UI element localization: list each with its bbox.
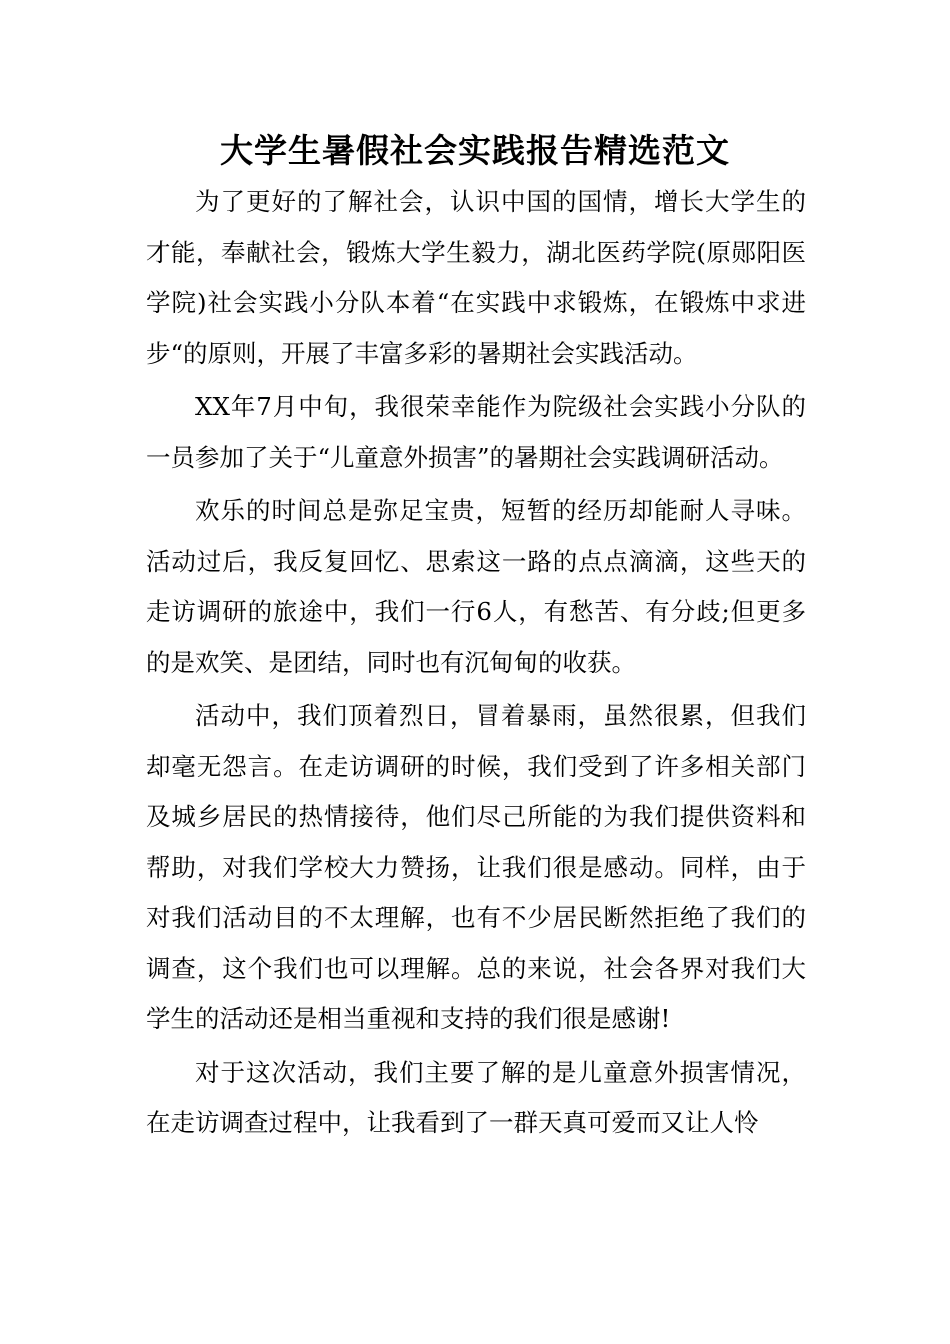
paragraph-3: 欢乐的时间总是弥足宝贵，短暂的经历却能耐人寻味。活动过后，我反复回忆、思索这一路的点点滴滴，这些天的走访调研的旅途中，我们一行6人，有愁苦、有分歧;但更多的是欢笑、是团结，同时也有沉甸甸的收获。 [146, 496, 806, 677]
document-body [146, 177, 806, 1152]
document-title: 大学生暑假社会实践报告精选范文 [220, 131, 730, 170]
paragraph-5: 对于这次活动，我们主要了解的是儿童意外损害情况，在走访调查过程中，让我看到了一群天真可爱而又让人怜 [146, 1057, 806, 1137]
paragraph-2: XX年7月中旬，我很荣幸能作为院级社会实践小分队的一员参加了关于“儿童意外损害”的暑期社会实践调研活动。 [146, 392, 806, 472]
paragraph-4: 活动中，我们顶着烈日，冒着暴雨，虽然很累，但我们却毫无怨言。在走访调研的时候，我们受到了许多相关部门及城乡居民的热情接待，他们尽己所能的为我们提供资料和帮助，对我们学校大力赞扬，让我们很是感动。同样，由于对我们活动目的不太理解，也有不少居民断然拒绝了我们的调查，这个我们也可以理解。总的来说，社会各界对我们大学生的活动还是相当重视和支持的我们很是感谢! [146, 701, 806, 1033]
paragraph-1: 为了更好的了解社会，认识中国的国情，增长大学生的才能，奉献社会，锻炼大学生毅力，湖北医药学院(原郧阳医学院)社会实践小分队本着“在实践中求锻炼，在锻炼中求进步“的原则，开展了丰富多彩的暑期社会实践活动。 [146, 187, 806, 368]
